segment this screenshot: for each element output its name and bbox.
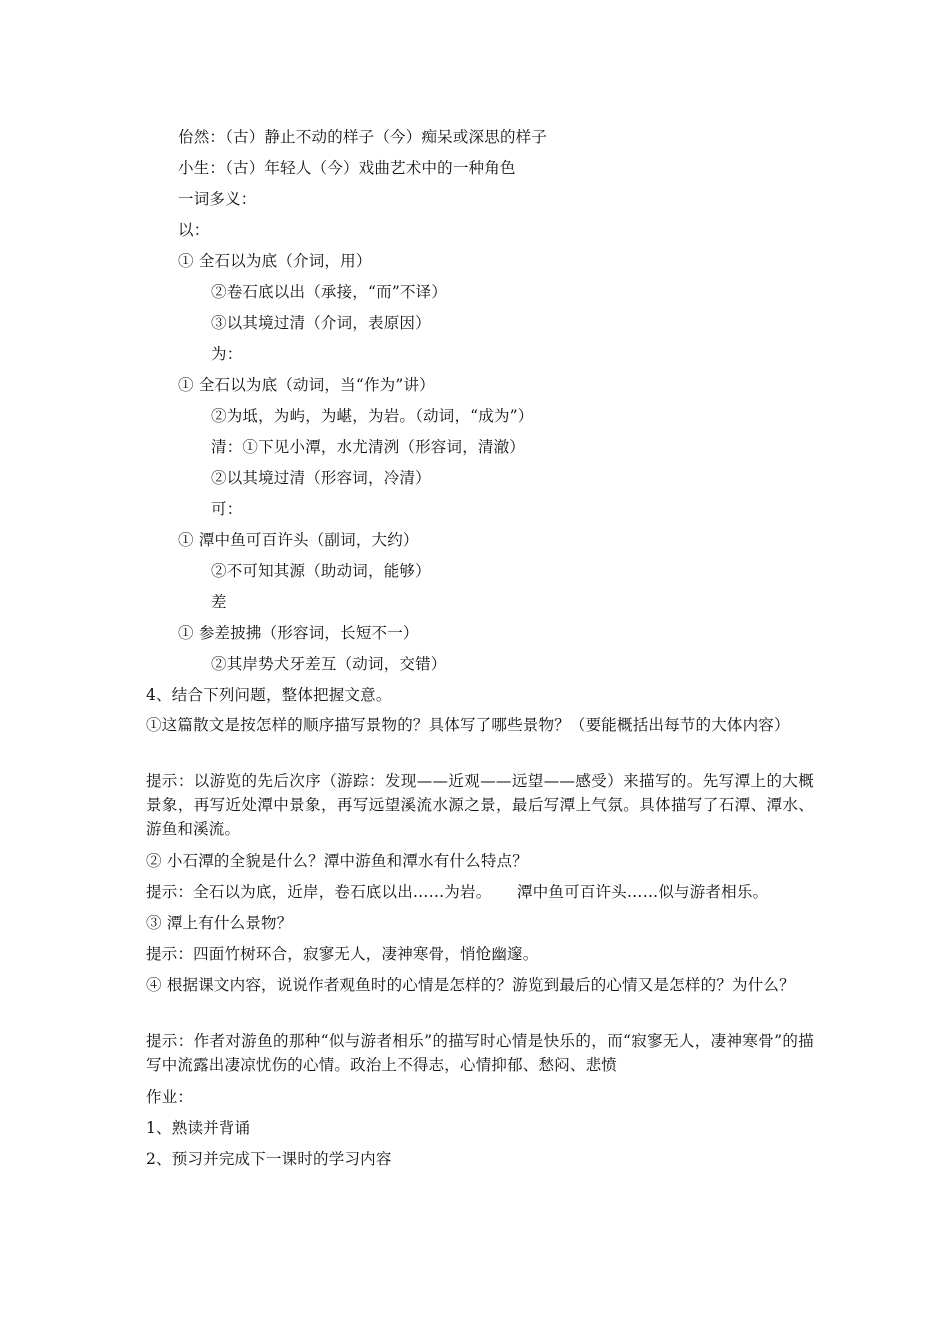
text-line: ②卷石底以出（承接，“而”不译） (211, 283, 448, 301)
section-heading: 一词多义： (178, 190, 257, 208)
text-line: 以： (178, 221, 210, 239)
section-heading: 4、结合下列问题，整体把握文意。 (146, 686, 392, 704)
text-line: ① 潭中鱼可百许头（副词，大约） (178, 531, 419, 549)
question-paragraph: ④ 根据课文内容，说说作者观鱼时的心情是怎样的？游览到最后的心情又是怎样的？为什么？ (146, 976, 795, 994)
text-line: 为： (211, 345, 243, 363)
text-line: 清：①下见小潭，水尤清洌（形容词，清澈） (211, 438, 526, 456)
text-line: 佁然：（古）静止不动的样子（今）痴呆或深思的样子 (178, 128, 548, 146)
text-line: ① 参差披拂（形容词，长短不一） (178, 624, 419, 642)
question-paragraph: ② 小石潭的全貌是什么？潭中游鱼和潭水有什么特点？ (146, 852, 528, 870)
text-line: ① 全石以为底（介词，用） (178, 252, 372, 270)
section-heading: 作业： (146, 1088, 194, 1106)
text-line: ②其岸势犬牙差互（动词，交错） (211, 655, 447, 673)
hint-paragraph: 提示：以游览的先后次序（游踪：发现——近观——远望——感受）来描写的。先写潭上的大概景象，再写近处潭中景象，再写远望溪流水源之景，最后写潭上气氛。具体描写了石潭、潭水、游鱼和溪流。 (146, 772, 814, 838)
text-line: 小生：（古）年轻人（今）戏曲艺术中的一种角色 (178, 159, 516, 177)
homework-item: 2、预习并完成下一课时的学习内容 (146, 1150, 392, 1168)
hint-paragraph: 提示：四面竹树环合，寂寥无人，凄神寒骨，悄怆幽邃。 (146, 945, 539, 963)
text-line: ③以其境过清（介词，表原因） (211, 314, 431, 332)
text-line: 可： (211, 500, 243, 518)
text-line: ②为坻，为屿，为嵁，为岩。（动词，“成为”） (211, 407, 534, 425)
hint-paragraph: 提示：作者对游鱼的那种“似与游者相乐”的描写时心情是快乐的，而“寂寥无人，凄神寒骨”的描写中流露出凄凉忧伤的心情。政治上不得志，心情抑郁、愁闷、悲愤 (146, 1032, 814, 1074)
homework-item: 1、熟读并背诵 (146, 1119, 251, 1137)
text-line: ① 全石以为底（动词，当“作为”讲） (178, 376, 435, 394)
text-line: ②以其境过清（形容词，冷清） (211, 469, 431, 487)
text-line: 差 (211, 593, 227, 611)
text-line: ②不可知其源（助动词，能够） (211, 562, 431, 580)
question-paragraph: ③ 潭上有什么景物？ (146, 914, 293, 932)
question-paragraph: ①这篇散文是按怎样的顺序描写景物的？具体写了哪些景物？（要能概括出每节的大体内容） (146, 716, 790, 734)
hint-paragraph: 提示：全石以为底，近岸，卷石底以出……为岩。 潭中鱼可百许头……似与游者相乐。 (146, 883, 769, 901)
